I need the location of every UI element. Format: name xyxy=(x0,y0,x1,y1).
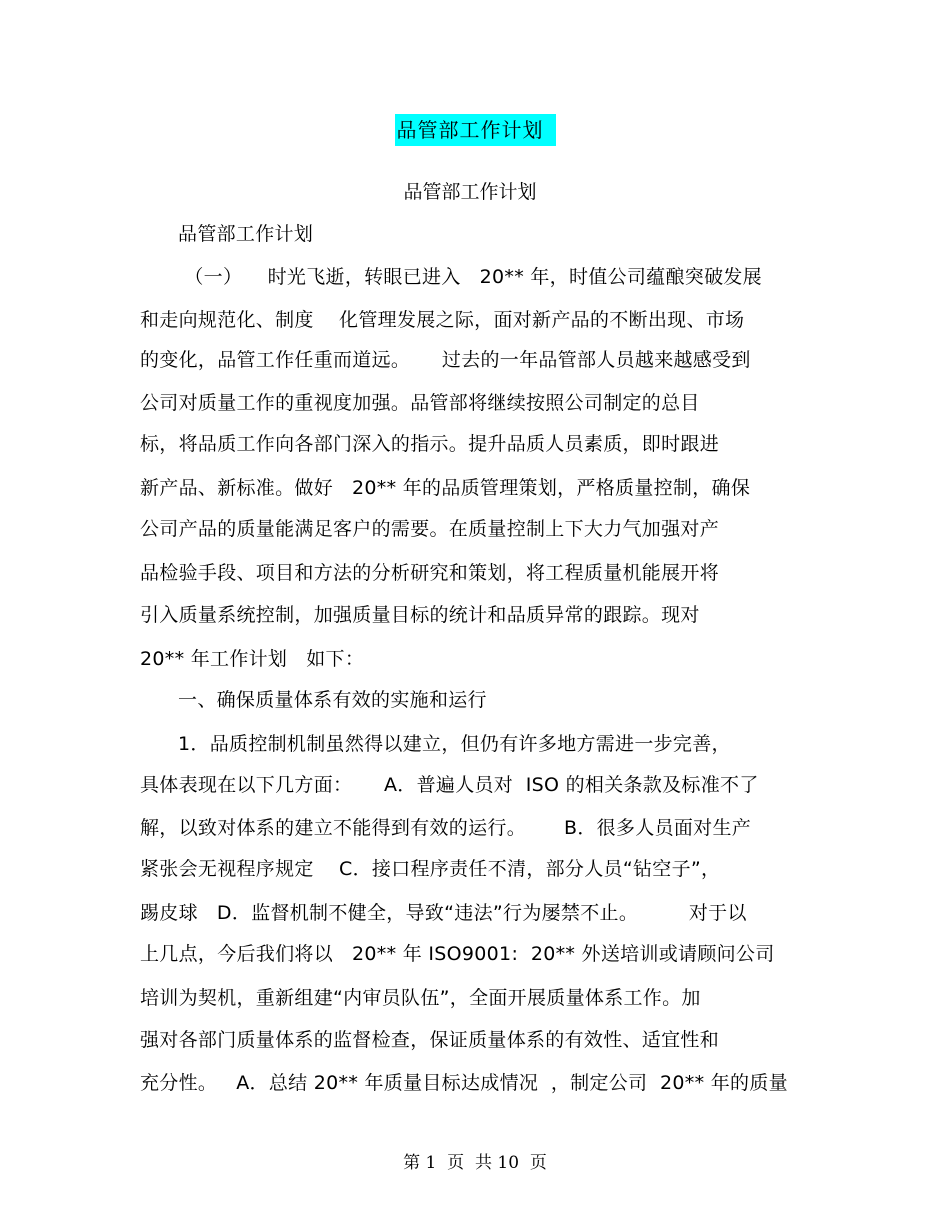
body-line: 解，以致对体系的建立不能得到有效的运行。 B．很多人员面对生产 xyxy=(140,817,752,839)
body-line: 新产品、新标准。做好 20** 年的品质管理策划，严格质量控制，确保 xyxy=(140,477,751,499)
body-line: 充分性。 A．总结 20** 年质量目标达成情况 ，制定公司 20** 年的质量 xyxy=(140,1072,788,1094)
body-line: （一） 时光飞逝，转眼已进入 20** 年，时值公司蕴酿突破发展 xyxy=(140,266,762,288)
body-line: 紧张会无视程序规定 C．接口程序责任不清，部分人员“钻空子”， xyxy=(140,858,721,880)
body-line: 强对各部门质量体系的监督检查，保证质量体系的有效性、适宜性和 xyxy=(140,1029,720,1051)
document-title: 品管部工作计划 xyxy=(395,114,556,146)
body-line: 引入质量系统控制，加强质量目标的统计和品质异常的跟踪。现对 xyxy=(140,604,700,626)
body-line: 公司产品的质量能满足客户的需要。在质量控制上下大力气加强对产 xyxy=(140,518,720,540)
body-line: 培训为契机，重新组建“内审员队伍”，全面开展质量体系工作。加 xyxy=(140,987,701,1009)
body-line: 品检验手段、项目和方法的分析研究和策划，将工程质量机能展开将 xyxy=(140,562,720,584)
body-line: 标，将品质工作向各部门深入的指示。提升品质人员素质，即时跟进 xyxy=(140,433,720,455)
body-line: 具体表现在以下几方面： A．普遍人员对 ISO 的相关条款及标准不了 xyxy=(140,774,759,796)
document-subtitle: 品管部工作计划 xyxy=(403,181,537,203)
section-heading: 一、确保质量体系有效的实施和运行 xyxy=(140,689,487,711)
body-line: 踢皮球 D．监督机制不健全，导致“违法”行为屡禁不止。 对于以 xyxy=(140,902,747,924)
body-line: 公司对质量工作的重视度加强。品管部将继续按照公司制定的总目 xyxy=(140,392,700,414)
body-line: 品管部工作计划 xyxy=(140,223,314,245)
body-line: 上几点，今后我们将以 20** 年 ISO9001: 20** 外送培训或请顾问公司 xyxy=(140,943,775,965)
body-line: 1．品质控制机制虽然得以建立，但仍有许多地方需进一步完善， xyxy=(140,733,731,755)
title-container xyxy=(0,114,950,146)
body-line: 20** 年工作计划 如下： xyxy=(140,648,365,670)
body-line: 和走向规范化、制度 化管理发展之际，面对新产品的不断出现、市场 xyxy=(140,309,745,331)
page-number: 第 1 页 共 10 页 xyxy=(403,1153,547,1173)
body-line: 的变化，品管工作任重而道远。 过去的一年品管部人员越来越感受到 xyxy=(140,349,751,371)
